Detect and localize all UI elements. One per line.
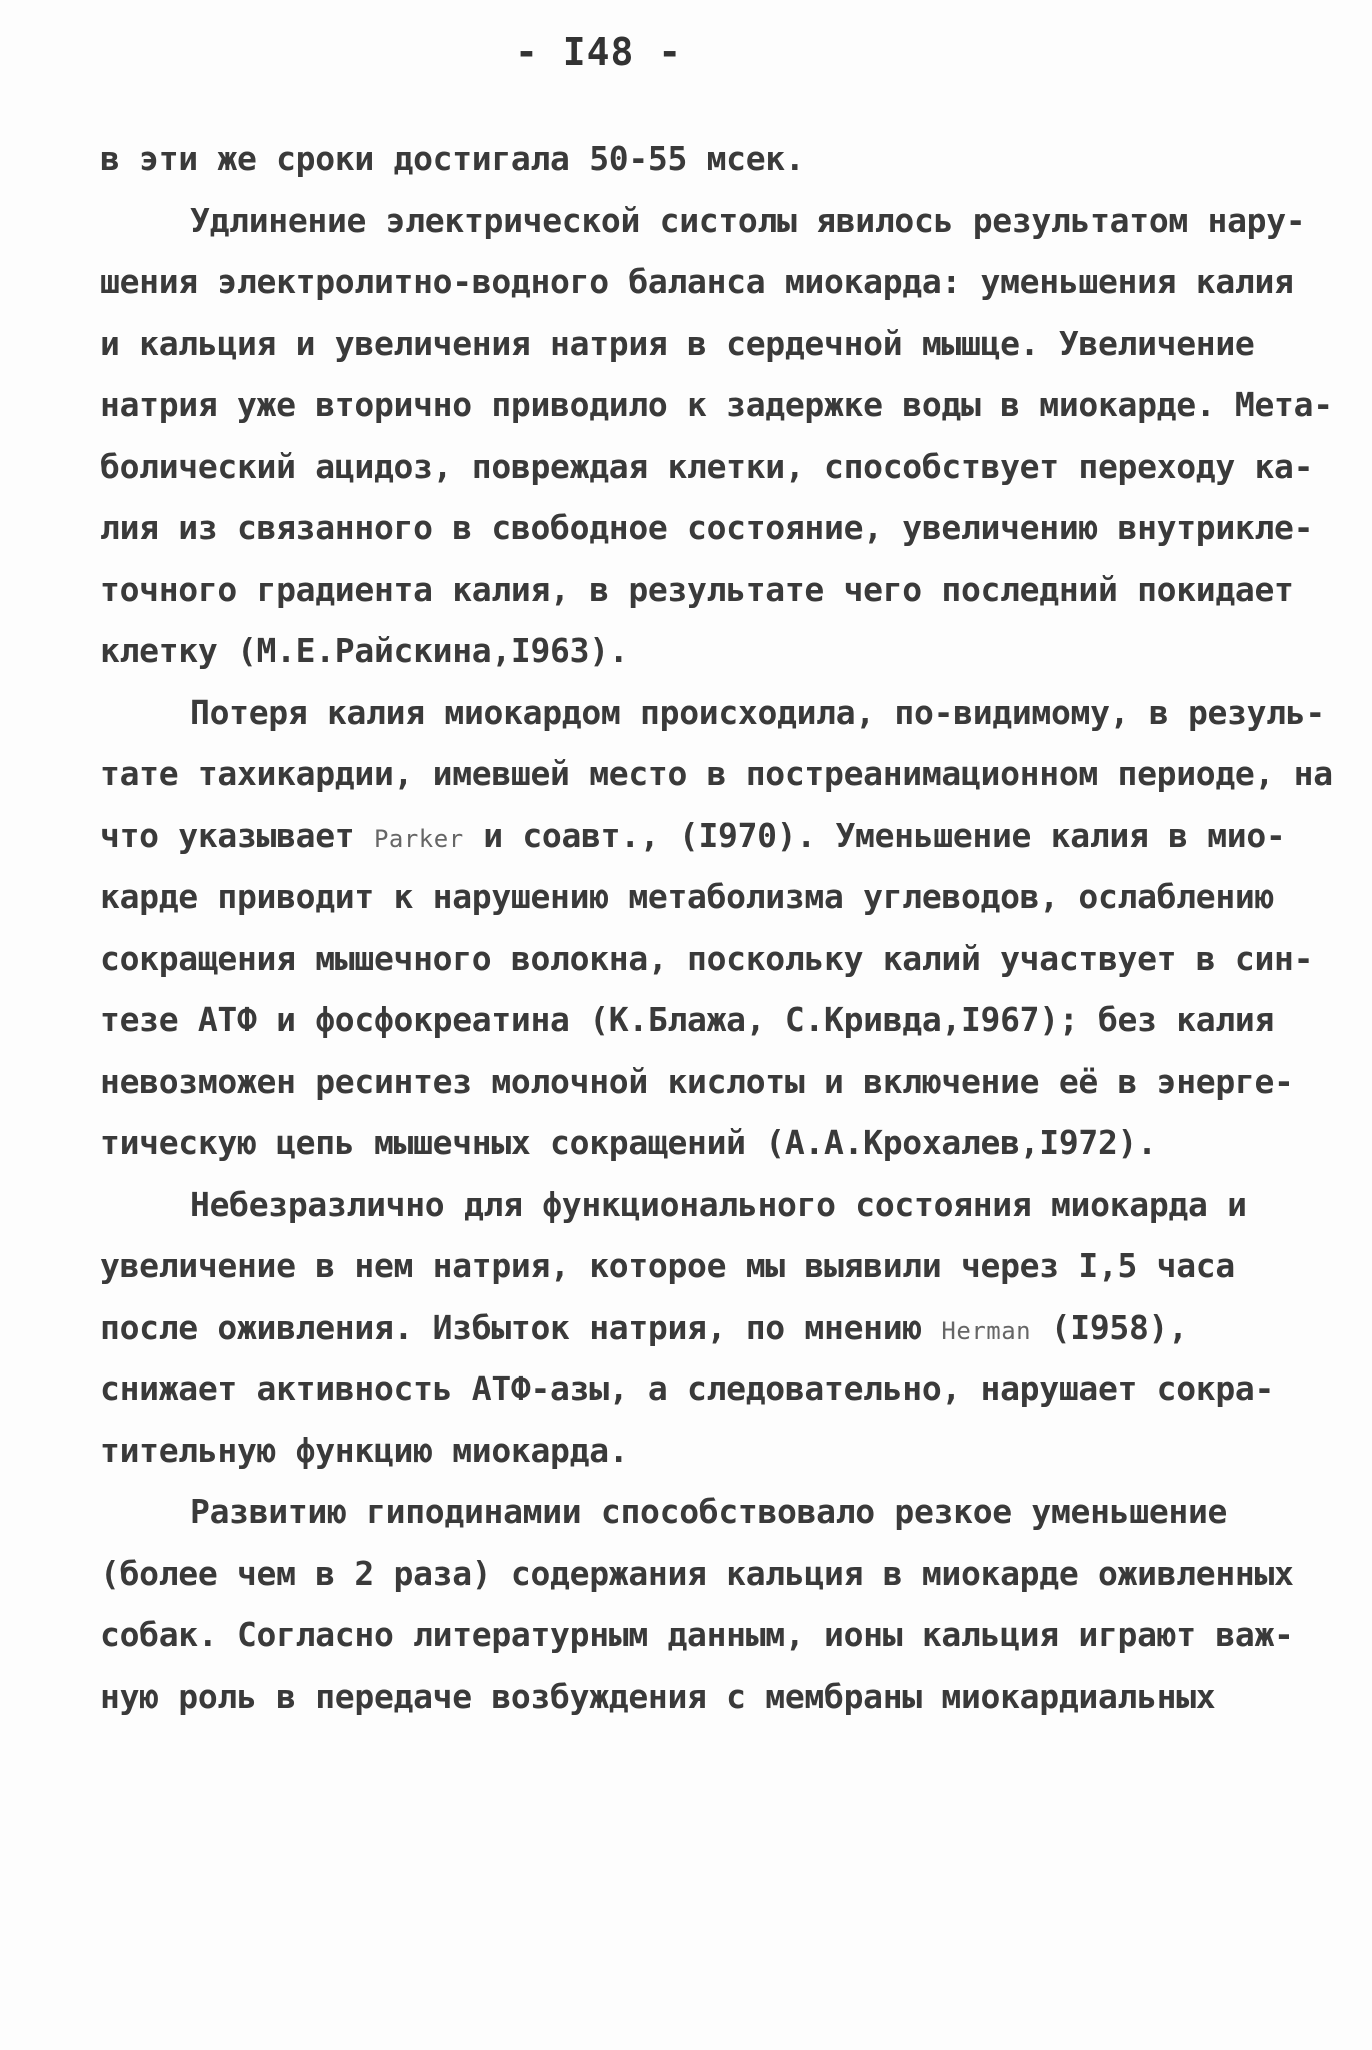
body-text [100,128,1333,1727]
citation-author: Herman [941,1316,1032,1345]
page-number: - I48 - [515,30,683,74]
text-line: Потеря калия миокардом происходила, по-видимому, в резуль- [190,692,1325,732]
text-line: клетку (М.Е.Райскина,I963). [100,631,629,670]
text-line: увеличение в нем натрия, которое мы выявили через I,5 часа [100,1246,1235,1285]
text-segment: и соавт., (I970). Уменьшение калия в мио- [463,815,1286,855]
citation-author: Parker [373,824,464,853]
text-line: Небезразлично для функционального состояния миокарда и [190,1184,1247,1224]
text-line: карде приводит к нарушению метаболизма углеводов, ослаблению [100,877,1275,916]
text-line: тительную функцию миокарда. [100,1430,629,1470]
text-line: Развитию гиподинамии способствовало резкое уменьшение [190,1492,1228,1531]
text-line: ную роль в передаче возбуждения с мембраны миокардиальных [100,1676,1216,1716]
text-line: тезе АТФ и фосфокреатина (К.Блажа, С.Кривда,I967); без калия [100,1000,1275,1039]
text-line: болический ацидоз, повреждая клетки, способствует переходу ка- [100,446,1314,486]
text-line: шения электролитно-водного баланса миокарда: уменьшения калия [100,262,1294,301]
text-line: (более чем в 2 раза) содержания кальция в миокарде оживленных [100,1553,1294,1593]
text-line [100,805,1286,867]
text-line: невозможен ресинтез молочной кислоты и включение её в энерге- [100,1061,1294,1101]
text-line [100,1297,1280,1359]
text-line: тическую цепь мышечных сокращений (А.А.Крохалев,I972). [100,1123,1157,1162]
text-line: натрия уже вторично приводило к задержке воды в миокарде. Мета- [100,385,1333,424]
text-line: лия из связанного в свободное состояние, увеличению внутрикле- [100,508,1314,547]
text-segment: после оживления. Избыток натрия, по мнению [100,1307,942,1347]
text-line: точного градиента калия, в результате чего последний покидает [100,569,1294,609]
text-line: в эти же сроки достигала 50-55 мсек. [100,139,805,178]
text-segment: (I958), [1031,1307,1188,1347]
text-line: тате тахикардии, имевшей место в постреанимационном периоде, на [100,754,1333,793]
text-segment: что указывает [100,815,374,855]
text-line: собак. Согласно литературным данным, ионы кальция играют важ- [100,1615,1294,1654]
text-line: снижает активность АТФ-азы, а следовательно, нарушает сокра- [100,1369,1275,1408]
text-line: Удлинение электрической систолы явилось результатом нару- [190,200,1306,240]
text-line: сокращения мышечного волокна, поскольку калий участвует в син- [100,938,1314,978]
text-line: и кальция и увеличения натрия в сердечной мышце. Увеличение [100,323,1255,363]
